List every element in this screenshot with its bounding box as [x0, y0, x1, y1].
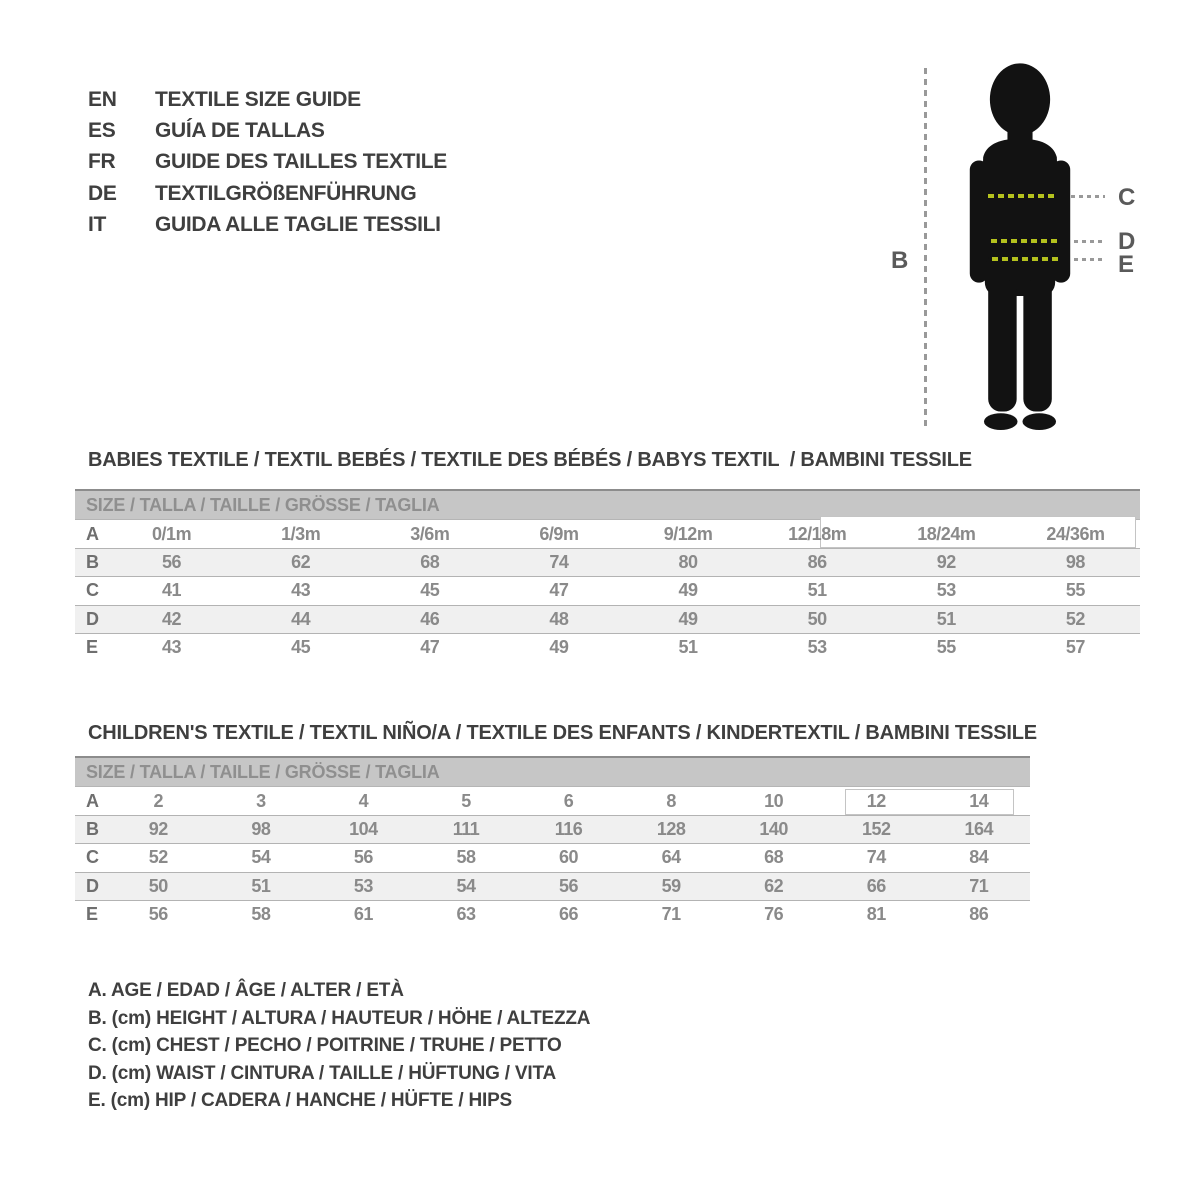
size-value-cell: 52 [148, 847, 168, 868]
waist-extension-line [1074, 240, 1106, 243]
row-label: E [86, 903, 99, 924]
size-value-cell: 12 [866, 790, 886, 811]
height-label: B [891, 247, 909, 274]
size-value-cell: 45 [291, 636, 311, 657]
size-value-cell: 53 [353, 875, 373, 896]
size-value-cell: 80 [678, 552, 698, 573]
size-value-cell: 43 [291, 580, 311, 601]
child-measurement-diagram [0, 0, 1200, 460]
size-value-cell: 56 [559, 875, 579, 896]
row-label: C [86, 847, 99, 868]
size-value-cell: 2 [153, 790, 164, 811]
size-value-cell: 116 [554, 819, 583, 840]
size-value-cell: 152 [861, 819, 891, 840]
size-value-cell: 111 [452, 819, 480, 840]
size-value-cell: 6/9m [539, 523, 579, 544]
size-value-cell: 51 [807, 580, 827, 601]
size-value-cell: 81 [866, 903, 886, 924]
size-value-cell: 68 [420, 552, 440, 573]
size-value-cell: 68 [764, 847, 784, 868]
size-value-cell: 53 [807, 636, 827, 657]
size-header-label: SIZE / TALLA / TAILLE / GRÖSSE / TAGLIA [86, 494, 440, 515]
row-label: B [86, 819, 99, 840]
size-value-cell: 86 [807, 552, 827, 573]
child-silhouette [936, 55, 1104, 440]
size-value-cell: 50 [148, 875, 168, 896]
table-row-A [75, 787, 1030, 815]
size-value-cell: 44 [291, 608, 311, 629]
size-value-cell: 58 [456, 847, 476, 868]
measurement-legend [88, 980, 590, 1118]
table-row-C [75, 843, 1030, 871]
children-section-heading: CHILDREN'S TEXTILE / TEXTIL NIÑO/A / TEXTILE DES ENFANTS / KINDERTEXTIL / BAMBINI TESSILE [88, 722, 1037, 744]
table-row-B [75, 548, 1140, 576]
row-label: A [86, 790, 99, 811]
waist-label: D [1118, 228, 1136, 255]
size-value-cell: 57 [1065, 636, 1085, 657]
legend-item-height: B. (cm) HEIGHT / ALTURA / HAUTEUR / HÖHE / ALTEZZA [88, 1007, 591, 1029]
size-value-cell: 58 [251, 903, 271, 924]
size-value-cell: 56 [148, 903, 168, 924]
size-value-cell: 46 [420, 608, 440, 629]
table-row-A [75, 520, 1140, 548]
language-code: FR [88, 150, 116, 174]
size-value-cell: 8 [666, 790, 676, 811]
size-value-cell: 18/24m [917, 523, 976, 544]
size-value-cell: 54 [251, 847, 271, 868]
size-value-cell: 9/12m [663, 523, 713, 544]
language-title: TEXTILGRÖßENFÜHRUNG [155, 181, 417, 205]
hip-extension-line [1074, 258, 1106, 261]
size-value-cell: 63 [456, 903, 476, 924]
size-header-label: SIZE / TALLA / TAILLE / GRÖSSE / TAGLIA [86, 761, 440, 782]
size-value-cell: 98 [251, 819, 271, 840]
size-value-cell: 164 [964, 819, 994, 840]
size-value-cell: 0/1m [152, 523, 192, 544]
legend-item-age: A. AGE / EDAD / ÂGE / ALTER / ETÀ [88, 980, 404, 1001]
size-value-cell: 59 [661, 875, 681, 896]
babies-size-table [75, 489, 1140, 661]
size-value-cell: 74 [866, 847, 886, 868]
table-row-D [75, 605, 1140, 633]
waist-dash-line [991, 239, 1058, 243]
size-value-cell: 86 [969, 903, 989, 924]
children-size-table [75, 756, 1030, 928]
language-code: ES [88, 119, 116, 143]
language-title: TEXTILE SIZE GUIDE [155, 87, 361, 111]
size-value-cell: 140 [759, 819, 788, 840]
size-value-cell: 51 [251, 875, 271, 896]
size-value-cell: 4 [358, 790, 369, 811]
size-value-cell: 53 [936, 580, 956, 601]
size-value-cell: 64 [661, 847, 681, 868]
size-value-cell: 47 [549, 580, 569, 601]
size-value-cell: 6 [563, 790, 574, 811]
row-label: E [86, 636, 99, 657]
size-value-cell: 1/3m [281, 523, 321, 544]
legend-item-waist: D. (cm) WAIST / CINTURA / TAILLE / HÜFTUNG / VITA [88, 1062, 556, 1084]
hip-label: E [1118, 251, 1135, 278]
size-value-cell: 56 [353, 847, 373, 868]
size-value-cell: 3 [256, 790, 266, 811]
legend-item-hip: E. (cm) HIP / CADERA / HANCHE / HÜFTE / HIPS [88, 1090, 513, 1112]
size-value-cell: 49 [678, 580, 698, 601]
size-value-cell: 48 [549, 608, 569, 629]
size-value-cell: 5 [461, 790, 471, 811]
size-value-cell: 128 [656, 819, 686, 840]
size-value-cell: 3/6m [410, 523, 450, 544]
table-row-E [75, 633, 1140, 661]
chest-extension-line [1071, 195, 1105, 198]
size-value-cell: 104 [349, 819, 378, 840]
babies-section-heading: BABIES TEXTILE / TEXTIL BEBÉS / TEXTILE DES BÉBÉS / BABYS TEXTIL / BAMBINI TESSILE [88, 449, 972, 471]
language-title: GUIDE DES TAILLES TEXTILE [155, 150, 447, 174]
size-value-cell: 43 [162, 636, 182, 657]
chest-dash-line [988, 194, 1054, 198]
language-code: IT [88, 213, 107, 237]
size-value-cell: 60 [559, 847, 579, 868]
size-value-cell: 92 [936, 552, 956, 573]
size-value-cell: 14 [969, 790, 989, 811]
language-code: DE [88, 181, 117, 205]
size-value-cell: 61 [353, 903, 373, 924]
row-label: A [86, 523, 99, 544]
size-value-cell: 55 [1065, 580, 1085, 601]
size-value-cell: 50 [807, 608, 827, 629]
table-row-B [75, 815, 1030, 843]
size-value-cell: 51 [678, 636, 698, 657]
size-value-cell: 71 [969, 875, 989, 896]
size-value-cell: 49 [678, 608, 698, 629]
size-value-cell: 92 [148, 819, 168, 840]
size-value-cell: 66 [866, 875, 886, 896]
size-value-cell: 62 [291, 552, 311, 573]
size-value-cell: 54 [456, 875, 476, 896]
hip-dash-line [992, 257, 1059, 261]
size-value-cell: 49 [549, 636, 569, 657]
row-label: D [86, 608, 99, 629]
size-value-cell: 47 [420, 636, 440, 657]
size-value-cell: 41 [162, 580, 182, 601]
language-code: EN [88, 87, 117, 111]
size-header-bar [75, 758, 1030, 787]
table-body [75, 787, 1030, 928]
size-value-cell: 42 [162, 608, 182, 629]
size-value-cell: 56 [162, 552, 182, 573]
table-row-E [75, 900, 1030, 928]
size-value-cell: 74 [549, 552, 569, 573]
size-value-cell: 24/36m [1046, 523, 1105, 544]
table-body [75, 520, 1140, 661]
table-row-D [75, 872, 1030, 900]
height-dotted-line [924, 68, 927, 431]
chest-label: C [1118, 184, 1136, 211]
size-value-cell: 84 [969, 847, 989, 868]
row-label: D [86, 875, 99, 896]
size-value-cell: 98 [1065, 552, 1085, 573]
language-title: GUÍA DE TALLAS [155, 119, 325, 143]
size-value-cell: 55 [936, 636, 956, 657]
size-value-cell: 71 [661, 903, 681, 924]
table-row-C [75, 576, 1140, 604]
size-value-cell: 66 [559, 903, 579, 924]
size-value-cell: 52 [1065, 608, 1085, 629]
legend-item-chest: C. (cm) CHEST / PECHO / POITRINE / TRUHE / PETTO [88, 1035, 562, 1057]
size-value-cell: 62 [764, 875, 784, 896]
size-value-cell: 76 [764, 903, 784, 924]
size-value-cell: 51 [936, 608, 956, 629]
row-label: B [86, 552, 99, 573]
row-label: C [86, 580, 99, 601]
size-value-cell: 10 [764, 790, 784, 811]
size-value-cell: 12/18m [788, 523, 847, 544]
language-title: GUIDA ALLE TAGLIE TESSILI [155, 213, 441, 237]
size-value-cell: 45 [420, 580, 440, 601]
